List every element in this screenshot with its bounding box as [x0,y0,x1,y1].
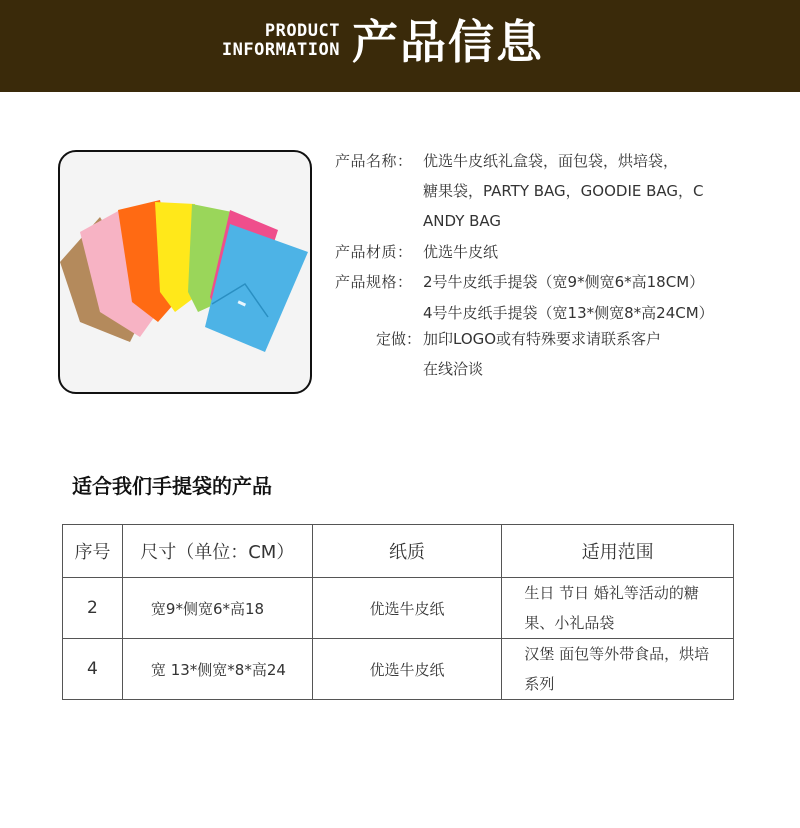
custom-label: 定做： [375,330,421,348]
row-size: 宽 13*侧宽*8*高24 [122,639,312,700]
banner-title-en-line1: PRODUCT [264,21,340,41]
spec-line1: 2号牛皮纸手提袋（宽9*侧宽6*高18CM） [423,273,705,291]
section-title: 适合我们手提袋的产品 [72,474,272,498]
header-number: 序号 [63,525,123,578]
row-usage-line2: 系列 [524,675,555,693]
name-line3: ANDY BAG [423,212,502,230]
row-number: 4 [63,639,123,700]
spec-label: 产品规格： [335,273,413,291]
custom-line1: 加印LOGO或有特殊要求请联系客户 [423,330,662,348]
row-usage-line1: 生日 节日 婚礼等活动的糖 [524,584,699,602]
spec-line2: 4号牛皮纸手提袋（宽13*侧宽8*高24CM） [423,304,714,322]
header-paper: 纸质 [312,525,502,578]
banner-title-en-line2: INFORMATION [221,40,340,60]
material-value: 优选牛皮纸 [423,243,499,261]
header-banner [0,0,800,92]
table-row [63,578,734,639]
row-size: 宽9*侧宽6*高18 [122,578,312,639]
table-header-row [63,525,734,578]
row-paper: 优选牛皮纸 [312,578,502,639]
name-label: 产品名称： [335,152,413,170]
row-usage-line2: 果、小礼品袋 [524,614,615,632]
product-photo [58,150,312,394]
header-size: 尺寸（单位：CM） [122,525,312,578]
custom-line2: 在线洽谈 [423,360,484,378]
table-row [63,639,734,700]
product-table [62,524,734,700]
row-paper: 优选牛皮纸 [312,639,502,700]
row-usage [502,639,734,700]
name-line2: 糖果袋，PARTY BAG，GOODIE BAG，C [423,182,704,200]
header-usage: 适用范围 [502,525,734,578]
row-usage-line1: 汉堡 面包等外带食品，烘培 [524,645,710,663]
row-usage [502,578,734,639]
name-line1: 优选牛皮纸礼盒袋，面包袋，烘培袋， [423,152,679,170]
material-label: 产品材质： [335,243,413,261]
banner-title-cn: 产品信息 [352,15,544,69]
banner-title-en [200,22,340,60]
paper-bags-illustration [60,152,310,392]
row-number: 2 [63,578,123,639]
